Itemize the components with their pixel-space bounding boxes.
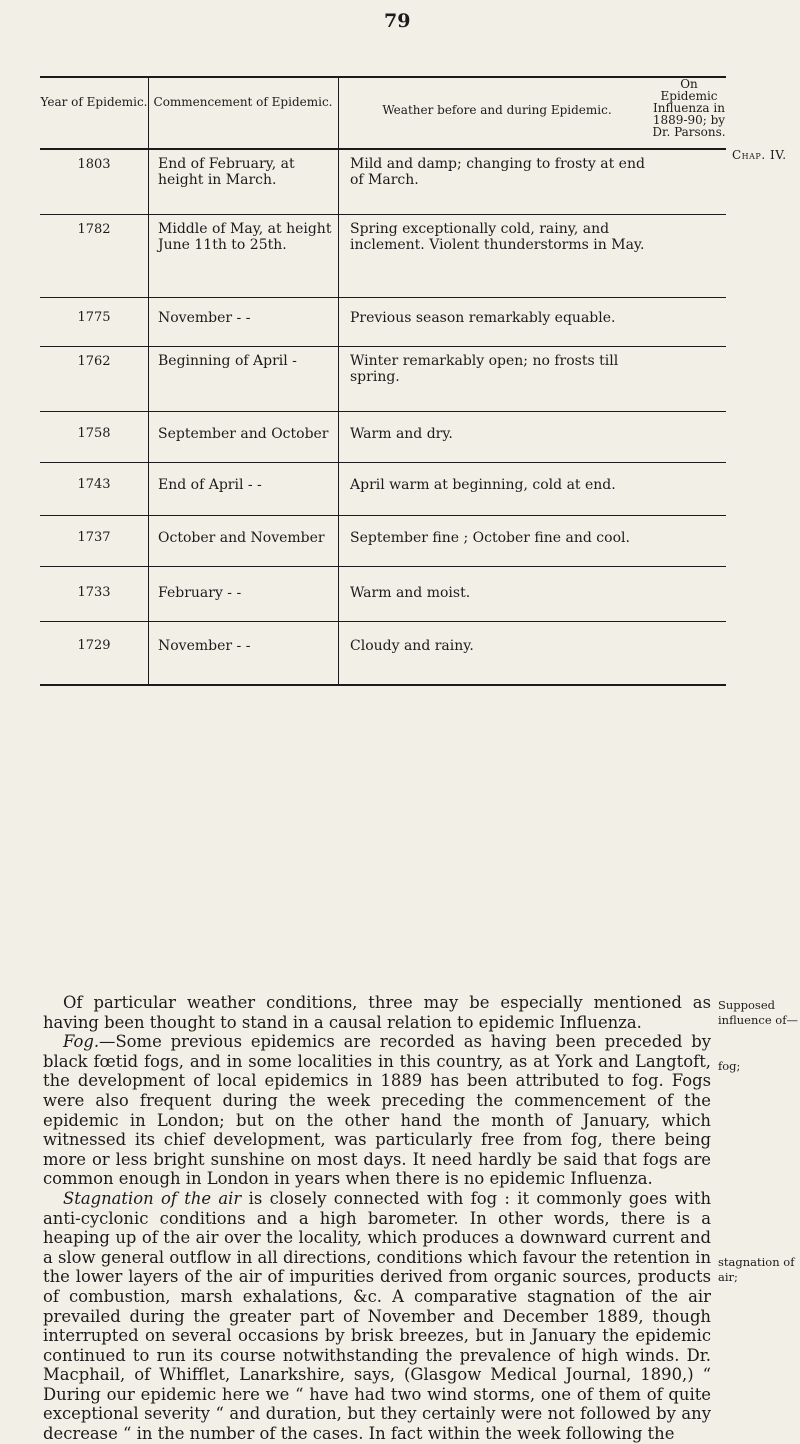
row-commencement: End of April - - (158, 477, 262, 493)
header-year: Year of Epidemic. (40, 95, 148, 109)
body-text (43, 993, 711, 1444)
row-weather: Warm and moist. (350, 585, 471, 601)
table-bottom-rule (40, 684, 726, 686)
row-year: 1743 (77, 477, 111, 492)
table-row (40, 622, 726, 684)
paragraph-stagnation (43, 1189, 711, 1444)
row-weather: Cloudy and rainy. (350, 638, 474, 654)
paragraph-intro: Of particular weather conditions, three may be especially mentioned as having been thought to stand in a causal relation to epidemic Influenza. (43, 993, 711, 1032)
row-commencement: November - - (158, 310, 251, 326)
chapter-marker: Chap. IV. (732, 148, 787, 162)
paragraph-fog (43, 1032, 711, 1189)
row-weather: Warm and dry. (350, 426, 453, 442)
row-commencement: February - - (158, 585, 242, 601)
row-commencement: Middle of May, at height June 11th to 25th. (158, 221, 332, 253)
header-parsons: On Epidemic Influenza in 1889-90; by Dr. Parsons. (652, 77, 726, 139)
row-year: 1803 (77, 157, 111, 172)
table-row (40, 298, 726, 346)
row-year: 1758 (77, 426, 111, 441)
margin-note-supposed: Supposed influence of— (718, 998, 798, 1027)
row-weather: April warm at beginning, cold at end. (350, 477, 616, 493)
stagnation-heading: Stagnation of the air (63, 1188, 242, 1208)
header-weather: Weather before and during Epidemic. (382, 103, 612, 117)
table-header-row (40, 78, 726, 148)
row-year: 1775 (77, 310, 111, 325)
table-row (40, 150, 726, 214)
column-divider (148, 622, 149, 684)
margin-note-fog: fog; (718, 1059, 741, 1073)
table-row (40, 412, 726, 462)
table-row (40, 463, 726, 515)
page-number: 79 (384, 10, 411, 32)
table-row (40, 567, 726, 621)
row-year: 1737 (77, 530, 111, 545)
column-divider (338, 622, 339, 684)
row-commencement: Beginning of April - (158, 353, 297, 369)
row-commencement: End of February, at height in March. (158, 156, 295, 188)
stagnation-text: is closely connected with fog : it commonly goes with anti-cyclonic conditions and a high barometer. In other words, there is a heaping up of the air over the locality, which produces a downward current and a slow general outflow in all directions, conditions which favour the retention in the lower layers of the air of impurities derived from organic sources, products of combustion, marsh exhalations, &c. A comparative stagnation of the air prevailed during the greater part of November and December 1889, though interrupted on several occasions by brisk breezes, but in January the epidemic continued to run its course notwithstanding the prevalence of high winds. Dr. Macphail, of Whifflet, Lanarkshire, says, (Glasgow Medical Journal, 1890,) “ During our epidemic here we “ have had two wind storms, one of them of quite exceptional severity “ and duration, but they certainly were not followed by any decrease “ in the number of the cases. In fact within the week following the (43, 1188, 711, 1444)
row-year: 1782 (77, 222, 111, 237)
fog-text: —Some previous epidemics are recorded as having been preceded by black fœtid fogs, and in some localities in this country, as at York and Langtoft, the development of local epidemics in 1889 has been attributed to fog. Fogs were also frequent during the week preceding the commencement of the epidemic in London; but on the other hand the month of January, which witnessed its chief development, was particularly free from fog, there being more or less bright sunshine on most days. It need hardly be said that fogs are common enough in London in years when there is no epidemic Influenza. (43, 1032, 711, 1189)
row-commencement: November - - (158, 638, 251, 654)
row-weather: Mild and damp; changing to frosty at end of March. (350, 156, 645, 188)
row-year: 1733 (77, 585, 111, 600)
header-commencement: Commencement of Epidemic. (153, 95, 333, 109)
row-year: 1729 (77, 638, 111, 653)
row-commencement: October and November (158, 530, 325, 546)
table-row (40, 516, 726, 566)
table-row (40, 215, 726, 297)
row-weather: September fine ; October fine and cool. (350, 530, 630, 546)
table-row (40, 347, 726, 411)
row-year: 1762 (77, 354, 111, 369)
row-weather: Previous season remarkably equable. (350, 310, 616, 326)
row-commencement: September and October (158, 426, 329, 442)
row-weather: Spring exceptionally cold, rainy, and inclement. Violent thunderstorms in May. (350, 221, 645, 253)
margin-note-stagnation: stagnation of air; (718, 1255, 795, 1284)
row-weather: Winter remarkably open; no frosts till spring. (350, 353, 619, 385)
fog-heading: Fog. (63, 1032, 100, 1052)
